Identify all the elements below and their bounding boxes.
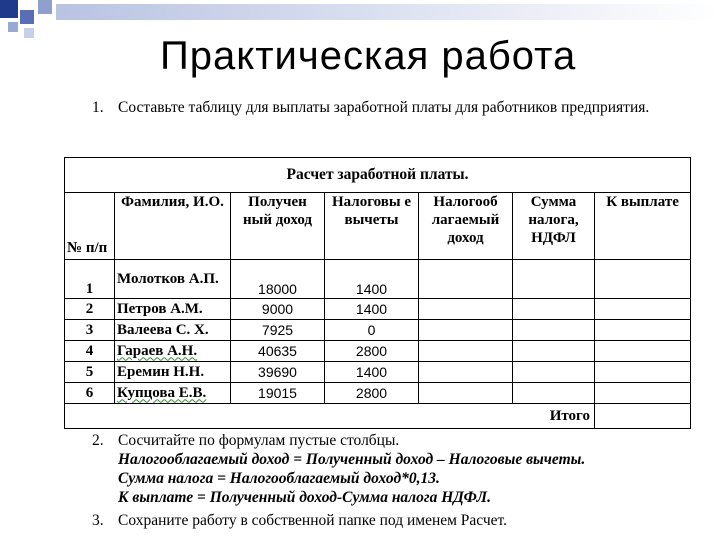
- row-number: 6: [65, 383, 115, 404]
- deductions-cell: 2800: [325, 383, 419, 404]
- header-tax: Сумма налога, НДФЛ: [513, 193, 595, 260]
- formula-line: Сумма налога = Налогооблагаемый доход*0,13.: [118, 470, 440, 487]
- decor-bar: [56, 4, 720, 20]
- table-row: [65, 341, 691, 362]
- tax-cell: [513, 299, 595, 320]
- task-number: 3.: [92, 512, 104, 529]
- income-cell: 7925: [231, 320, 325, 341]
- decor-square: [20, 10, 34, 24]
- formula-line: К выплате = Полученный доход-Сумма налога НДФЛ.: [118, 489, 492, 506]
- tax-cell: [513, 341, 595, 362]
- payout-cell: [595, 299, 691, 320]
- income-cell: 40635: [231, 341, 325, 362]
- deductions-cell: 1400: [325, 260, 419, 299]
- header-num: № п/п: [65, 193, 115, 260]
- table-row: [65, 299, 691, 320]
- row-number: 1: [65, 260, 115, 299]
- income-cell: 19015: [231, 383, 325, 404]
- tax-cell: [513, 260, 595, 299]
- task-2: [92, 431, 692, 507]
- employee-name: Валеева С. Х.: [115, 320, 231, 341]
- payout-cell: [595, 320, 691, 341]
- table-caption: Расчет заработной платы.: [65, 158, 691, 193]
- total-label: Итого: [65, 404, 595, 429]
- decor-square: [8, 22, 18, 32]
- decor-square: [24, 28, 34, 38]
- salary-table: [64, 157, 690, 429]
- table-row: [65, 362, 691, 383]
- employee-name: Петров А.М.: [115, 299, 231, 320]
- tax-cell: [513, 383, 595, 404]
- deductions-cell: 0: [325, 320, 419, 341]
- employee-name: Еремин Н.Н.: [115, 362, 231, 383]
- table-total-row: [65, 404, 691, 429]
- table-row: [65, 320, 691, 341]
- taxable-cell: [419, 299, 513, 320]
- row-number: 2: [65, 299, 115, 320]
- header-income: Получен ный доход: [231, 193, 325, 260]
- task-text: Составьте таблицу для выплаты заработной платы для работников предприятия.: [118, 99, 650, 116]
- taxable-cell: [419, 362, 513, 383]
- header-taxable: Налогооб лагаемый доход: [419, 193, 513, 260]
- payout-cell: [595, 341, 691, 362]
- row-number: 4: [65, 341, 115, 362]
- task-number: 1.: [92, 99, 104, 116]
- employee-name-text: Купцова Е.В.: [117, 384, 207, 401]
- income-cell: 9000: [231, 299, 325, 320]
- task-text: Сохраните работу в собственной папке под именем Расчет.: [118, 512, 508, 529]
- task-text: Сосчитайте по формулам пустые столбцы.: [118, 432, 400, 449]
- income-cell: 18000: [231, 260, 325, 299]
- taxable-cell: [419, 320, 513, 341]
- table-header-row: [65, 193, 691, 260]
- decor-square: [38, 0, 52, 14]
- slide-title: Практическая работа: [160, 34, 577, 78]
- taxable-cell: [419, 341, 513, 362]
- employee-name-text: Гараев А.Н.: [117, 342, 198, 359]
- task-3: [92, 511, 692, 530]
- deductions-cell: 1400: [325, 362, 419, 383]
- decor-square: [0, 0, 18, 18]
- deductions-cell: 2800: [325, 341, 419, 362]
- income-cell: 39690: [231, 362, 325, 383]
- employee-name: [115, 383, 231, 404]
- payout-cell: [595, 362, 691, 383]
- row-number: 3: [65, 320, 115, 341]
- table-row: [65, 383, 691, 404]
- task-number: 2.: [92, 432, 104, 449]
- header-payout: К выплате: [595, 193, 691, 260]
- row-number: 5: [65, 362, 115, 383]
- payout-cell: [595, 383, 691, 404]
- payout-cell: [595, 260, 691, 299]
- table-row: [65, 260, 691, 299]
- deductions-cell: 1400: [325, 299, 419, 320]
- formula-line: Налогооблагаемый доход = Полученный доход – Налоговые вычеты.: [118, 451, 586, 468]
- header-deductions: Налоговы е вычеты: [325, 193, 419, 260]
- task-1: [92, 98, 692, 117]
- employee-name: [115, 341, 231, 362]
- header-name: Фамилия, И.О.: [115, 193, 231, 260]
- total-cell: [595, 404, 691, 429]
- taxable-cell: [419, 260, 513, 299]
- tax-cell: [513, 320, 595, 341]
- taxable-cell: [419, 383, 513, 404]
- employee-name: Молотков А.П.: [115, 260, 231, 299]
- tax-cell: [513, 362, 595, 383]
